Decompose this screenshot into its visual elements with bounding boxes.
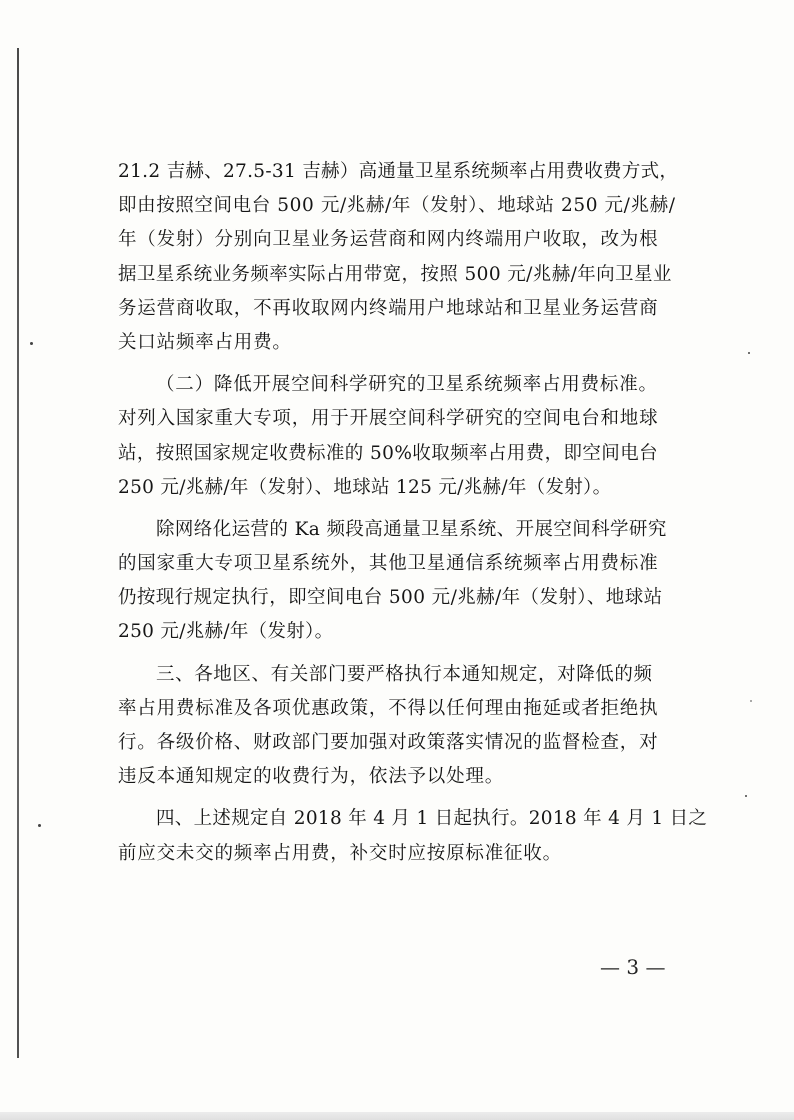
text-line: 年（发射）分别向卫星业务运营商和网内终端用户收取，改为根 — [118, 229, 659, 251]
paragraph-gap — [118, 360, 696, 368]
text-line: 除网络化运营的 Ka 频段高通量卫星系统、开展空间科学研究 — [156, 518, 667, 540]
scan-bottom-edge — [0, 1112, 794, 1120]
text-line: 关口站频率占用费。 — [118, 331, 292, 353]
text-line: 250 元/兆赫/年（发射）、地球站 125 元/兆赫/年（发射）。 — [118, 476, 612, 498]
text-line: 的国家重大专项卫星系统外，其他卫星通信系统频率占用费标准 — [118, 553, 659, 575]
page-number: — 3 — — [600, 955, 666, 979]
text-line: 前应交未交的频率占用费，补交时应按原标准征收。 — [118, 842, 562, 864]
text-line: 四、上述规定自 2018 年 4 月 1 日起执行。2018 年 4 月 1 日之 — [156, 808, 708, 830]
text-line: 250 元/兆赫/年（发射）。 — [118, 621, 334, 643]
text-line: （二）降低开展空间科学研究的卫星系统频率占用费标准。 — [156, 374, 658, 396]
text-line: 行。各级价格、财政部门要加强对政策落实情况的监督检查，对 — [118, 732, 659, 753]
text-line: 对列入国家重大专项，用于开展空间科学研究的空间电台和地球 — [118, 408, 659, 430]
text-line: 率占用费标准及各项优惠政策，不得以任何理由拖延或者拒绝执 — [118, 697, 659, 719]
paragraph-gap — [118, 650, 696, 658]
scan-speck — [38, 824, 41, 827]
text-line: 据卫星系统业务频率实际占用带宽，按照 500 元/兆赫/年向卫星业 — [118, 263, 672, 285]
text-line: 三、各地区、有关部门要严格执行本通知规定，对降低的频 — [156, 663, 653, 685]
scan-speck — [745, 795, 747, 797]
text-line: 违反本通知规定的收费行为，依法予以处理。 — [118, 766, 505, 788]
scan-speck — [750, 700, 752, 702]
text-line: 21.2 吉赫、27.5-31 吉赫）高通量卫星系统频率占用费收费方式， — [118, 161, 679, 182]
scan-speck — [30, 342, 33, 345]
scan-speck — [748, 352, 750, 354]
scan-binding-edge — [17, 48, 19, 1058]
text-line: 仍按现行规定执行，即空间电台 500 元/兆赫/年（发射）、地球站 — [118, 587, 663, 609]
text-line: 即由按照空间电台 500 元/兆赫/年（发射）、地球站 250 元/兆赫/ — [118, 195, 676, 217]
text-line: 站，按照国家规定收费标准的 50%收取频率占用费，即空间电台 — [118, 442, 659, 464]
text-line: 务运营商收取，不再收取网内终端用户地球站和卫星业务运营商 — [118, 297, 659, 319]
paragraph-gap — [118, 794, 696, 802]
paragraph-gap — [118, 505, 696, 513]
body-text — [118, 155, 708, 871]
